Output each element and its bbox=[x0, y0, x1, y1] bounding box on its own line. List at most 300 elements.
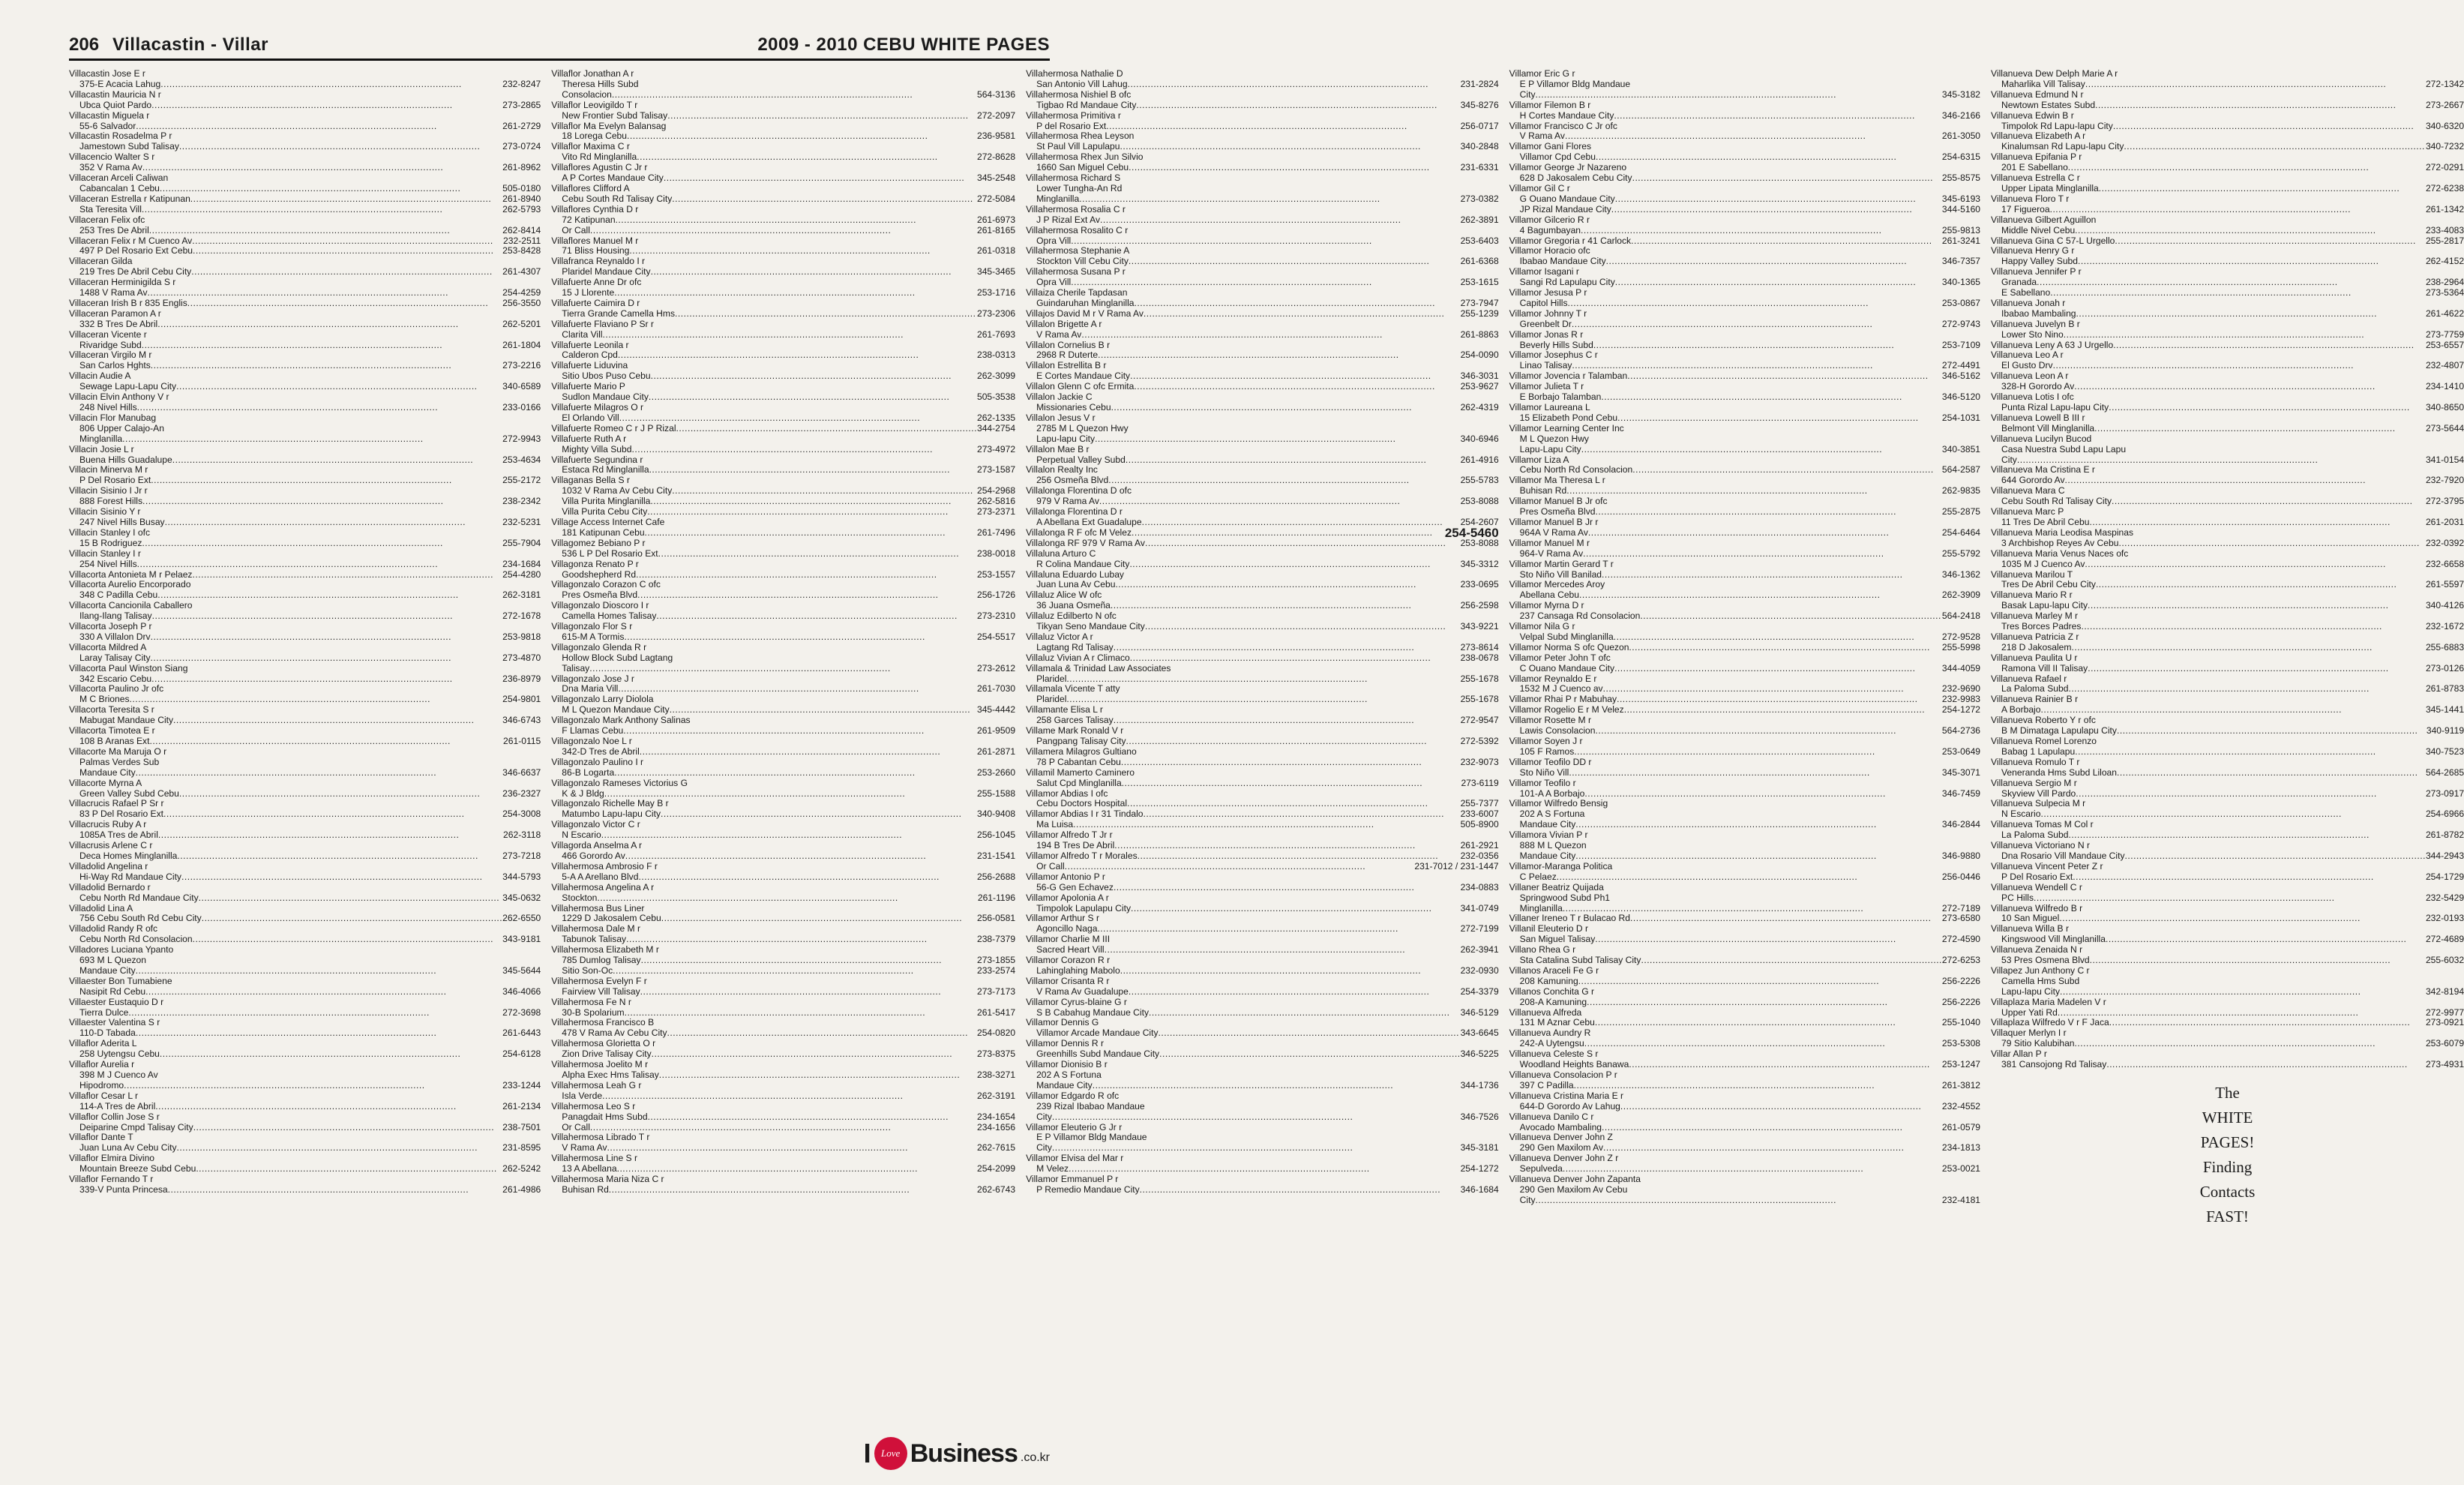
phone-number: 238-0678 bbox=[1460, 652, 1499, 663]
address-line bbox=[551, 664, 1015, 674]
listing-name-row bbox=[551, 236, 1015, 247]
dot-leader bbox=[1620, 1102, 1942, 1112]
listing-entry bbox=[1026, 1018, 1499, 1039]
address-line bbox=[1991, 664, 2464, 674]
address-line bbox=[69, 789, 541, 800]
listing-name-row bbox=[1026, 914, 1499, 924]
address-text: Tabunok Talisay bbox=[562, 934, 627, 945]
address-text: R Colina Mandaue City bbox=[1036, 558, 1130, 569]
address-text: 964A V Rama Av bbox=[1519, 526, 1588, 538]
listing-name: Villaceran Paramon A r bbox=[69, 308, 161, 319]
dot-leader bbox=[661, 809, 977, 820]
listing-name: Villahermosa Primitiva r bbox=[1026, 110, 1121, 121]
address-line bbox=[551, 507, 1015, 518]
phone-number: 231-1541 bbox=[976, 850, 1016, 861]
phone-number: 273-2306 bbox=[976, 308, 1016, 319]
listing-name: Villanueva Sulpecia M r bbox=[1991, 798, 2086, 809]
phone-number: 343-9221 bbox=[1460, 621, 1499, 632]
listing-name-row bbox=[551, 163, 1015, 173]
section-title: Villacastin - Villar bbox=[112, 34, 268, 55]
address-line bbox=[1026, 236, 1499, 247]
phone-number: 232-6658 bbox=[2425, 558, 2464, 569]
dot-leader bbox=[1579, 590, 1942, 601]
dot-leader bbox=[148, 288, 503, 298]
listing-name-row bbox=[69, 904, 541, 914]
listing-entry bbox=[551, 883, 1015, 904]
address-line bbox=[69, 361, 541, 371]
listing-entry bbox=[1991, 298, 2464, 320]
address-text: Upper Yati Rd bbox=[2001, 1006, 2058, 1018]
address-line bbox=[1509, 226, 1980, 236]
phone-number: 232-0930 bbox=[1460, 964, 1499, 976]
address-line bbox=[1991, 382, 2464, 392]
listing-name-row bbox=[551, 904, 1015, 914]
listing-name-row bbox=[1991, 111, 2464, 122]
dot-leader bbox=[1595, 934, 1942, 945]
address-line bbox=[1509, 486, 1980, 496]
listing-entry bbox=[551, 1132, 1015, 1154]
listing-name: Villagonzalo Larry Diolola bbox=[551, 694, 654, 705]
address-text: Belmont Vill Minglanilla bbox=[2001, 422, 2095, 434]
phone-number: 261-7030 bbox=[976, 683, 1016, 694]
listing-column-3 bbox=[1026, 69, 1499, 1442]
listing-entry bbox=[69, 350, 541, 371]
listing-name-row bbox=[69, 256, 541, 267]
dot-leader bbox=[625, 851, 977, 862]
dot-leader bbox=[142, 496, 502, 507]
listing-name-row bbox=[1991, 998, 2464, 1008]
listing-name-row bbox=[1991, 69, 2464, 80]
listing-entry bbox=[1026, 361, 1499, 382]
listing-name: Villafuerte Romeo C r J P Rizal bbox=[551, 422, 676, 434]
listing-entry bbox=[1991, 246, 2464, 267]
phone-number: 254-4280 bbox=[502, 568, 541, 580]
phone-number: 261-1196 bbox=[977, 892, 1016, 903]
phone-number: 273-4870 bbox=[502, 652, 541, 663]
address-line bbox=[1509, 1102, 1980, 1112]
listing-entry bbox=[1991, 924, 2464, 945]
listing-name-row bbox=[1509, 122, 1980, 132]
dot-leader bbox=[1144, 809, 1461, 820]
address-text: Middle Nivel Cebu bbox=[2001, 224, 2076, 236]
address-line bbox=[69, 100, 541, 111]
address-line bbox=[551, 934, 1015, 945]
listing-name: Villafuerte Segundina r bbox=[551, 454, 643, 465]
address-line bbox=[1509, 1164, 1980, 1174]
listing-entry bbox=[1026, 465, 1499, 486]
listing-entry bbox=[551, 841, 1015, 862]
phone-number: 346-7459 bbox=[1941, 788, 1981, 799]
listing-name-row bbox=[1509, 924, 1980, 934]
listing-entry bbox=[69, 194, 541, 215]
phone-number: 273-8375 bbox=[976, 1048, 1016, 1060]
listing-name: Villadolid Angelina r bbox=[69, 860, 148, 872]
address-text: P Del Rosario Ext bbox=[2001, 871, 2073, 882]
dot-leader bbox=[149, 226, 502, 236]
listing-name-row bbox=[69, 1132, 541, 1143]
phone-number: 255-9813 bbox=[1941, 224, 1981, 236]
phone-number: 346-4066 bbox=[502, 986, 541, 997]
listing-name-row bbox=[551, 976, 1015, 987]
listing-name: Villanueva Celeste S r bbox=[1509, 1048, 1599, 1060]
address-text: San Antonio Vill Lahug bbox=[1036, 78, 1128, 89]
address-text: Lawis Consolacion bbox=[1519, 725, 1596, 736]
listing-name-row bbox=[1026, 1174, 1499, 1185]
dot-leader bbox=[142, 538, 502, 549]
address-line bbox=[1991, 256, 2464, 267]
address-line bbox=[551, 486, 1015, 496]
listing-entry bbox=[69, 1154, 541, 1174]
phone-number: 261-5417 bbox=[976, 1006, 1016, 1018]
dot-leader bbox=[1565, 131, 1942, 142]
phone-number: 346-3031 bbox=[1460, 370, 1499, 382]
listing-entry bbox=[1509, 560, 1980, 580]
address-text: Deca Homes Minglanilla bbox=[79, 850, 178, 861]
dot-leader bbox=[187, 298, 502, 309]
listing-name: Villanueva Marilou T bbox=[1991, 568, 2073, 580]
address-text: Zion Drive Talisay City bbox=[562, 1048, 652, 1060]
dot-leader bbox=[652, 1049, 977, 1060]
listing-name: Villamor Abdias I r 31 Tindalo bbox=[1026, 808, 1144, 820]
listing-name-row bbox=[551, 601, 1015, 611]
dot-leader bbox=[1135, 298, 1461, 309]
dot-leader bbox=[1601, 392, 1942, 403]
dot-leader bbox=[672, 486, 977, 496]
listing-entry bbox=[1026, 590, 1499, 611]
phone-number: 345-3312 bbox=[1460, 558, 1499, 569]
listing-name: Villalon Mae B r bbox=[1026, 443, 1090, 454]
listing-name-row bbox=[69, 799, 541, 809]
dot-leader bbox=[2040, 809, 2426, 820]
listing-name: Villanueva Aundry R bbox=[1509, 1028, 1591, 1039]
address-text: Pangpang Talisay City bbox=[1036, 736, 1126, 746]
dot-leader bbox=[1603, 684, 1942, 694]
dot-leader bbox=[2099, 184, 2426, 194]
dot-leader bbox=[2115, 236, 2426, 247]
address-line bbox=[69, 226, 541, 236]
listing-name-row bbox=[1509, 309, 1980, 320]
listing-name: Villaflores Cynthia D r bbox=[551, 203, 639, 214]
phone-number: 233-0166 bbox=[502, 402, 541, 412]
address-line bbox=[1026, 758, 1499, 768]
address-text: 11 Tres De Abril Cebu bbox=[2001, 516, 2090, 527]
phone-number: 254-6464 bbox=[1941, 526, 1981, 538]
listing-entry bbox=[69, 236, 541, 257]
address-line bbox=[1509, 549, 1980, 560]
address-text: Ilang-Ilang Talisay bbox=[79, 610, 152, 622]
listing-name-row bbox=[1026, 465, 1499, 476]
listing-entry bbox=[69, 580, 541, 601]
address-text: 979 V Rama Av bbox=[1036, 496, 1099, 507]
listing-name: Villahermosa Rosalito C r bbox=[1026, 224, 1129, 236]
listing-column-2 bbox=[551, 69, 1015, 1442]
listing-name: Villaluz Vivian A r Climaco bbox=[1026, 652, 1130, 663]
address-text: Tigbao Rd Mandaue City bbox=[1036, 99, 1137, 110]
address-line bbox=[1026, 1112, 1499, 1123]
listing-entry bbox=[551, 778, 1015, 800]
address-line bbox=[551, 1143, 1015, 1154]
dot-leader bbox=[614, 768, 977, 778]
dot-leader bbox=[1071, 236, 1460, 247]
dot-leader bbox=[609, 1185, 977, 1196]
listing-entry bbox=[1991, 736, 2464, 758]
dot-leader bbox=[2071, 643, 2425, 653]
listing-name: Villamor Antonio P r bbox=[1026, 871, 1105, 882]
dot-leader bbox=[1572, 320, 1942, 330]
listing-entry bbox=[551, 538, 1015, 560]
listing-entry bbox=[1026, 1123, 1499, 1154]
phone-number: 262-3891 bbox=[1460, 214, 1499, 225]
listing-entry bbox=[551, 69, 1015, 100]
dot-leader bbox=[616, 215, 977, 226]
address-text: 3 Archbishop Reyes Av Cebu bbox=[2001, 537, 2119, 548]
address-line bbox=[551, 789, 1015, 800]
listing-name-row bbox=[1991, 841, 2464, 851]
address-line bbox=[69, 1123, 541, 1133]
listing-name-row bbox=[69, 862, 541, 872]
listing-entry bbox=[69, 256, 541, 278]
address-line bbox=[1509, 726, 1980, 736]
address-text: Villa Purita Cebu City bbox=[562, 506, 648, 518]
listing-name-row bbox=[551, 1018, 1015, 1028]
listing-name-row bbox=[551, 1060, 1015, 1070]
address-line bbox=[1509, 1123, 1980, 1133]
phone-number: 232-2511 bbox=[503, 235, 541, 246]
address-text: Tres Borces Padres bbox=[2001, 621, 2082, 632]
phone-number: 272-3795 bbox=[2425, 496, 2464, 507]
listing-name-row bbox=[551, 142, 1015, 152]
address-line bbox=[1991, 205, 2464, 215]
address-text: Lower Sto Nino bbox=[2001, 328, 2064, 340]
dot-leader bbox=[675, 309, 977, 320]
listing-entry bbox=[1026, 1091, 1499, 1123]
listing-name-row bbox=[1509, 215, 1980, 226]
address-text: Lapu-lapu City bbox=[2001, 986, 2061, 997]
listing-entry bbox=[1991, 862, 2464, 883]
dot-leader bbox=[163, 809, 502, 820]
listing-entry bbox=[1026, 392, 1499, 413]
address-line bbox=[1026, 215, 1499, 226]
dot-leader bbox=[122, 434, 502, 445]
phone-number: 272-9528 bbox=[1941, 631, 1981, 642]
listing-name: Villacrucis Ruby A r bbox=[69, 819, 147, 830]
phone-number: 346-6743 bbox=[502, 715, 541, 726]
address-line bbox=[69, 288, 541, 298]
address-text: 2968 R Duterte bbox=[1036, 350, 1099, 361]
phone-number: 272-4590 bbox=[1941, 934, 1981, 945]
address-line bbox=[69, 611, 541, 622]
listing-name: Villacin Sisinio I Jr r bbox=[69, 485, 148, 496]
address-text: 785 Dumlog Talisay bbox=[562, 955, 641, 966]
phone-number: 232-0392 bbox=[2425, 537, 2464, 548]
dot-leader bbox=[2050, 205, 2426, 215]
listing-entry bbox=[1026, 205, 1499, 226]
listing-name: Villamor Edgardo R ofc bbox=[1026, 1090, 1120, 1101]
address-line bbox=[1991, 934, 2464, 945]
address-line bbox=[69, 80, 541, 90]
address-text: Consolacion bbox=[562, 88, 612, 100]
dot-leader bbox=[1614, 664, 1942, 674]
address-line bbox=[1509, 194, 1980, 205]
phone-number: 340-6589 bbox=[502, 381, 541, 392]
phone-number: 272-7199 bbox=[1460, 923, 1499, 934]
address-text: Sto Niño Vill bbox=[1519, 766, 1569, 778]
listing-entry bbox=[1026, 1154, 1499, 1174]
address-line bbox=[551, 445, 1015, 455]
dot-leader bbox=[602, 1091, 977, 1102]
listing-name-row bbox=[1991, 465, 2464, 476]
dot-leader bbox=[130, 694, 503, 705]
address-line bbox=[551, 987, 1015, 998]
phone-number: 340-9408 bbox=[976, 808, 1016, 820]
promo-line: WHITE bbox=[2202, 1108, 2253, 1126]
listing-entry bbox=[1026, 131, 1499, 152]
listing-name: Villaceran Vicente r bbox=[69, 328, 147, 340]
listing-name: Villahermosa Leo S r bbox=[551, 1100, 636, 1112]
listing-entry bbox=[1509, 184, 1980, 215]
address-text: M L Quezon Hwy bbox=[1519, 433, 1589, 444]
listing-name-row bbox=[1991, 528, 2464, 538]
listing-entry bbox=[69, 705, 541, 726]
listing-entry bbox=[551, 945, 1015, 976]
page-number: 206 bbox=[69, 34, 100, 55]
address-line bbox=[69, 1070, 541, 1081]
listing-name-row bbox=[1026, 872, 1499, 883]
phone-number: 261-2134 bbox=[502, 1100, 541, 1112]
address-line bbox=[1991, 1008, 2464, 1018]
address-line bbox=[551, 350, 1015, 361]
listing-entry bbox=[1509, 924, 1980, 945]
dot-leader bbox=[1617, 694, 1942, 705]
phone-number: 253-9818 bbox=[502, 631, 541, 642]
listing-entry bbox=[69, 1060, 541, 1091]
listing-name: Villanueva Cristina Maria E r bbox=[1509, 1090, 1624, 1101]
listing-entry bbox=[1026, 976, 1499, 998]
phone-number: 238-0018 bbox=[976, 548, 1016, 559]
address-line bbox=[551, 956, 1015, 966]
listing-entry bbox=[1509, 309, 1980, 330]
listing-name: Villano Rhea G r bbox=[1509, 944, 1576, 956]
dot-leader bbox=[1106, 122, 1460, 132]
dot-leader bbox=[1640, 611, 1942, 622]
listing-entry bbox=[1509, 1091, 1980, 1112]
dot-leader bbox=[2017, 455, 2426, 466]
phone-number: 340-3851 bbox=[1941, 443, 1981, 454]
address-text: Granada bbox=[2001, 277, 2037, 288]
phone-number: 255-1678 bbox=[1460, 694, 1499, 705]
listing-entry bbox=[1026, 382, 1499, 392]
phone-number: 256-0446 bbox=[1941, 871, 1981, 882]
listing-name: Villamor Elvisa del Mar r bbox=[1026, 1153, 1124, 1164]
listing-name-row bbox=[1991, 173, 2464, 184]
dot-leader bbox=[1536, 90, 1942, 100]
address-text: 536 L P Del Rosario Ext bbox=[562, 548, 658, 559]
address-text: E P Villamor Bldg Mandaue bbox=[1036, 1132, 1147, 1143]
address-text: G Ouano Mandaue City bbox=[1519, 193, 1615, 204]
listing-entry bbox=[1991, 611, 2464, 632]
address-line bbox=[69, 518, 541, 528]
listing-name: Villafuerte Flaviano P Sr r bbox=[551, 318, 654, 329]
address-line bbox=[1509, 851, 1980, 862]
address-text: 202 A S Fortuna bbox=[1036, 1070, 1102, 1080]
listing-name-row bbox=[69, 413, 541, 424]
address-line bbox=[69, 476, 541, 486]
phone-number: 261-2729 bbox=[502, 120, 541, 131]
listing-entry bbox=[1509, 403, 1980, 424]
dot-leader bbox=[1584, 789, 1942, 800]
address-line bbox=[1026, 862, 1499, 872]
address-text: 497 P Del Rosario Ext Cebu bbox=[79, 245, 193, 256]
listing-name: Villamor Ma Theresa L r bbox=[1509, 475, 1605, 486]
listing-entry bbox=[1026, 872, 1499, 893]
address-line bbox=[1991, 476, 2464, 486]
address-text: Talisay bbox=[562, 662, 590, 674]
address-text: Guindaruhan Minglanilla bbox=[1036, 297, 1135, 308]
listing-entry bbox=[1509, 350, 1980, 371]
address-text: Villa Purita Minglanilla bbox=[562, 496, 651, 507]
phone-number: 254-1272 bbox=[1941, 704, 1981, 716]
phone-number: 272-7189 bbox=[1941, 902, 1981, 914]
address-text: 4 Bagumbayan bbox=[1519, 224, 1581, 236]
listing-name-row bbox=[551, 476, 1015, 486]
address-text: Velpal Subd Minglanilla bbox=[1519, 631, 1614, 642]
address-text: Sangi Rd Lapulapu City bbox=[1519, 277, 1615, 288]
listing-name: Villanueva Paulita U r bbox=[1991, 652, 2078, 663]
address-text: Alpha Exec Hms Talisay bbox=[562, 1070, 659, 1080]
dot-leader bbox=[640, 747, 977, 758]
listing-name: Villalon Brigette A r bbox=[1026, 318, 1102, 329]
dot-leader bbox=[607, 1143, 977, 1154]
listing-entry bbox=[551, 622, 1015, 643]
address-text: La Paloma Subd bbox=[2001, 830, 2069, 841]
address-line bbox=[69, 934, 541, 945]
listing-entry bbox=[69, 570, 541, 580]
address-line bbox=[1509, 340, 1980, 351]
address-text: 78 P Cabantan Cebu bbox=[1036, 756, 1121, 767]
address-text: Calderon Cpd bbox=[562, 350, 618, 361]
listing-entry bbox=[1991, 350, 2464, 371]
dot-leader bbox=[1629, 1060, 1942, 1070]
listing-name: Villamor Myrna D r bbox=[1509, 600, 1584, 611]
listing-name: Villamor Corazon R r bbox=[1026, 955, 1111, 966]
phone-number: 254-6966 bbox=[2425, 808, 2464, 820]
address-text: Buhisan Rd bbox=[1519, 485, 1567, 496]
listing-entry bbox=[69, 945, 541, 976]
dot-leader bbox=[1581, 226, 1942, 236]
address-line bbox=[1991, 538, 2464, 549]
phone-number: 232-9073 bbox=[1460, 756, 1499, 767]
dot-leader bbox=[1572, 361, 1942, 371]
listing-entry bbox=[551, 256, 1015, 278]
dot-leader bbox=[168, 1185, 503, 1196]
address-line bbox=[69, 987, 541, 998]
listing-name: Villacin Stanley I ofc bbox=[69, 526, 151, 538]
dot-leader bbox=[614, 288, 977, 298]
address-text: Matumbo Lapu-lapu City bbox=[562, 808, 661, 820]
listing-name-row bbox=[1991, 215, 2464, 226]
phone-number: 272-9943 bbox=[502, 433, 541, 444]
listing-name: Villanueva Romel Lorenzo bbox=[1991, 736, 2097, 746]
listing-name-row bbox=[1991, 674, 2464, 685]
listing-entry bbox=[1991, 841, 2464, 862]
phone-number: 254-0820 bbox=[976, 1028, 1016, 1039]
phone-number: 261-2031 bbox=[2425, 516, 2464, 527]
listing-entry bbox=[69, 549, 541, 570]
listing-entry bbox=[551, 862, 1015, 883]
listing-name: Villagonzalo Dioscoro I r bbox=[551, 600, 649, 611]
listing-name: Villaflores Manuel M r bbox=[551, 235, 639, 246]
dot-leader bbox=[1602, 1123, 1942, 1133]
